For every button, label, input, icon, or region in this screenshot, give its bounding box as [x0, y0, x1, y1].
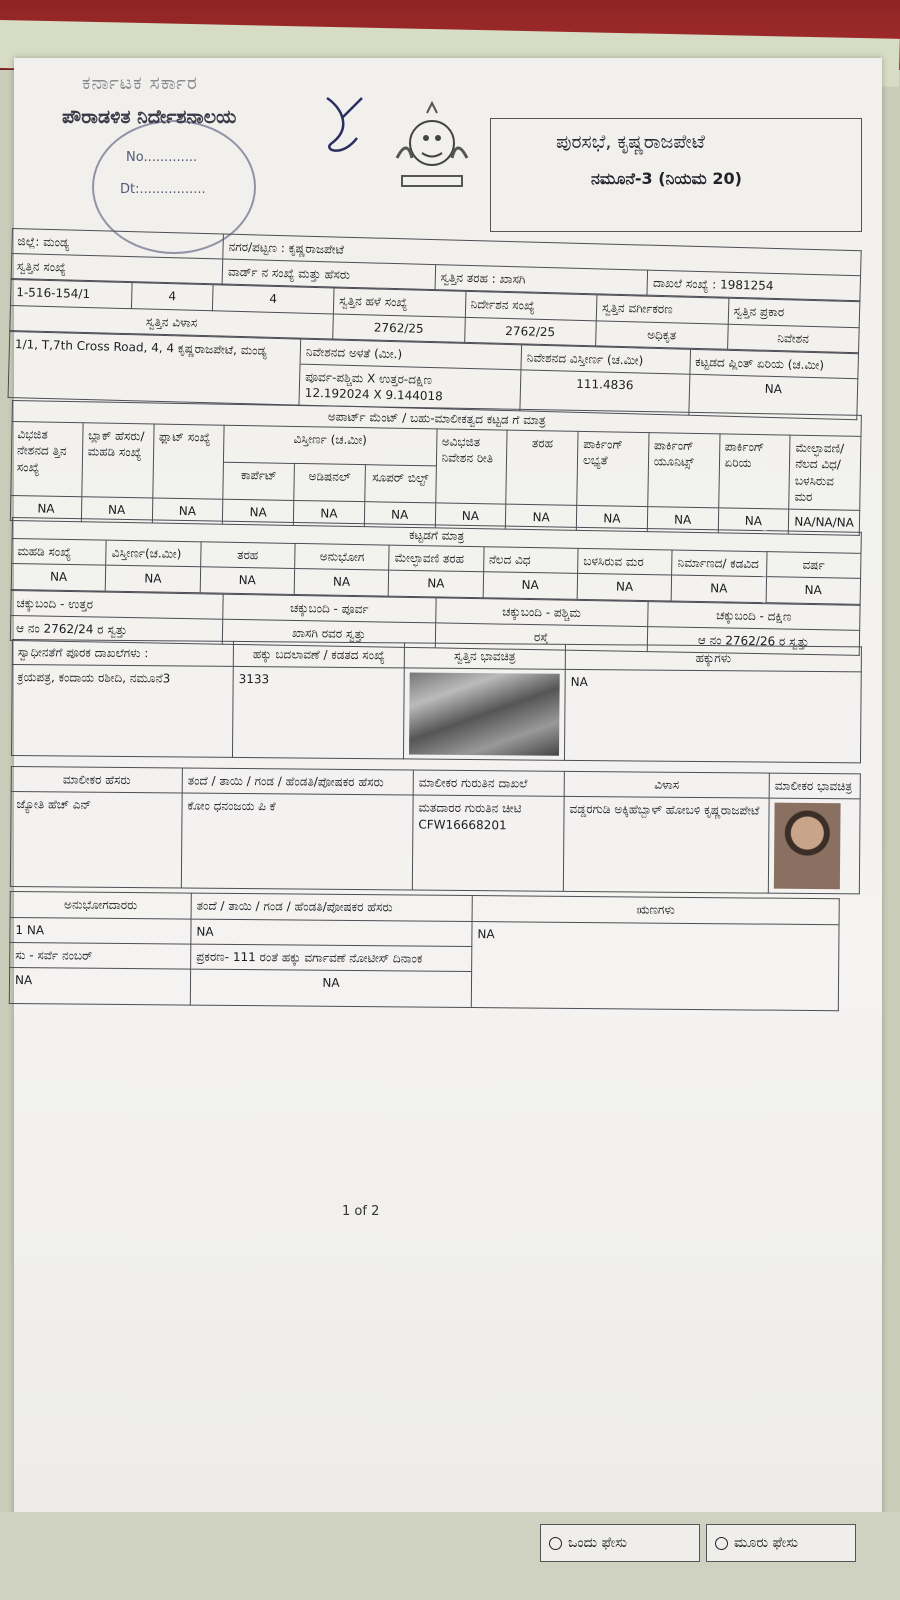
survey-value: NA — [9, 968, 190, 1006]
page-number: 1 of 2 — [342, 1204, 380, 1219]
apt-value-10: NA — [718, 508, 789, 534]
owner-relation-label: ತಂದೆ / ತಾಯಿ / ಗಂಡ / ಹೆಂಡತಿ/ಪೋಷಕರ ಹೆಸರು — [182, 769, 413, 796]
property-details — [8, 228, 862, 421]
owner-id-type: ಮತದಾರರ ಗುರುತಿನ ಚೀಟಿ — [418, 801, 522, 817]
dims-axis: ಪೂರ್ವ-ಪಶ್ಚಿಮ X ಉತ್ತರ-ದಕ್ಷಿಣ — [305, 369, 433, 387]
stamp-date: Dt:................ — [120, 182, 206, 197]
occupant-name-cell — [10, 917, 191, 944]
owner-relation-value: ಕೋಂ ಧನಂಜಯ ಪಿ ಕೆ — [181, 794, 413, 891]
property-no-label: ಸ್ವತ್ತಿನ ಸಂಖ್ಯೆ — [11, 254, 223, 285]
boundary-east-label: ಚಕ್ಕುಬಂದಿ - ಪೂರ್ವ — [223, 594, 436, 623]
address-label: ಸ್ವತ್ತಿನ ವಿಳಾಸ — [10, 305, 334, 339]
rights-label: ಹಕ್ಕುಗಳು — [565, 645, 861, 673]
apt-value-9: NA — [647, 507, 718, 533]
apt-value-6: NA — [435, 503, 506, 529]
occupant-label: ಅನುಭೋಗದಾರರು — [10, 892, 191, 919]
property-type-cell: ಸ್ವತ್ತಿನ ತರಹ : ಖಾಸಗಿ — [435, 265, 648, 296]
option-three-phase-label: ಮೂರು ಫೇಸು — [734, 1535, 799, 1551]
property-no-value: 1-516-154/1 — [10, 280, 132, 308]
option-single-phase-label: ಒಂದು ಫೇಸು — [568, 1535, 628, 1551]
plot-dims-label: ನಿವೇಶನದ ಅಳತೆ (ಮೀ.) — [300, 339, 522, 370]
loans-value: NA — [471, 921, 839, 1011]
apt-header-7: ತರಹ — [506, 431, 578, 506]
classification-value: ಅಧಿಕೃತ — [596, 320, 728, 349]
apt-value-2: NA — [152, 498, 223, 524]
bld-value-1: NA — [106, 566, 201, 593]
plot-dims-cell — [299, 364, 521, 411]
apt-value-7: NA — [506, 504, 577, 530]
apt-header-9: ಪಾರ್ಕಿಂಗ್ ಯೂನಿಟ್ಸ್ — [647, 433, 719, 508]
owner-id-cell — [412, 796, 564, 892]
stamp-no: No............. — [126, 150, 198, 165]
plinth-label: ಕಟ್ಟಡದ ಪ್ಲಿಂತ್ ಏರಿಯ (ಚ.ಮೀ) — [689, 349, 858, 379]
owner-photo — [774, 803, 841, 890]
property-photo — [409, 673, 560, 756]
bld-header-4: ಮೇಲ್ಛಾವಣಿ ತರಹ — [389, 546, 484, 573]
owner-photo-label: ಮಾಲೀಕರ ಭಾವಚಿತ್ರ — [769, 774, 860, 800]
city-cell: ನಗರ/ಪಟ್ಟಣ : ಕೃಷ್ಣರಾಜಪೇಟೆ — [223, 234, 861, 276]
occupant-name: NA — [26, 923, 45, 938]
boundary-north-label: ಚಕ್ಕುಬಂದಿ - ಉತ್ತರ — [11, 590, 224, 619]
assessment-no-value: 2762/25 — [464, 317, 596, 346]
transfer-value: 3133 — [232, 667, 404, 759]
district-cell: ಜಿಲ್ಲೆ: ಮಂಡ್ಯ — [12, 229, 224, 260]
old-no-value: 2762/25 — [333, 314, 465, 343]
apt-header-8: ಪಾರ್ಕಿಂಗ್ ಲಭ್ಯತೆ — [577, 432, 649, 507]
occupant-relation-value: NA — [191, 919, 472, 947]
apt-header-3: ಕಾರ್ಪೆಟ್ — [223, 463, 294, 501]
owner-name-value: ಜ್ಯೋತಿ ಹೆಚ್ ಎನ್ — [10, 792, 182, 888]
owner-address-value: ವಡ್ಡರಗುಡಿ ಅಕ್ಕಿಹೆಬ್ಬಾಳ್ ಹೋಬಳಿ ಕೃಷ್ಣರಾಜಪೇಟೆ — [563, 797, 769, 894]
dims-value: 12.192024 X 9.144018 — [304, 385, 443, 404]
bld-header-6: ಬಳಸಿರುವ ಮರ — [578, 549, 673, 576]
apt-value-0: NA — [10, 496, 81, 522]
bld-value-0: NA — [11, 564, 106, 591]
form-number: ನಮೂನೆ-3 (ನಿಯಮ 20) — [591, 169, 742, 188]
building-title: ಕಟ್ಟಡಗೆ ಮಾತ್ರ — [12, 518, 861, 554]
apartment-title: ಅಪಾರ್ಟ್ ಮೆಂಟ್ / ಬಹು-ಮಾಲೀಕತ್ವದ ಕಟ್ಟಡ ಗೆ ಮಾತ್ರ — [12, 401, 861, 437]
boundary-east-value: ಖಾಸಗಿ ರವರ ಸ್ವತ್ತು — [223, 619, 436, 648]
entry-no-cell: ದಾಖಲೆ ಸಂಖ್ಯೆ : 1981254 — [647, 270, 860, 301]
municipality-block — [490, 118, 862, 232]
owner-id-no: CFW16668201 — [418, 817, 507, 833]
rights-value: NA — [564, 670, 861, 764]
ward-name-value: 4 — [212, 285, 334, 313]
bld-header-0: ಮಹಡಿ ಸಂಖ್ಯೆ — [12, 539, 107, 566]
transfer-label: ಹಕ್ಕು ಬದಲಾವಣೆ / ಕಡತದ ಸಂಖ್ಯೆ — [233, 642, 404, 669]
boundary-south-label: ಚಕ್ಕುಬಂದಿ - ದಕ್ಷಿಣ — [647, 602, 860, 631]
option-single-phase[interactable] — [540, 1524, 700, 1562]
bld-header-2: ತರಹ — [200, 542, 295, 569]
bld-value-4: NA — [388, 571, 483, 598]
bld-header-5: ನೆಲದ ವಿಧ — [483, 547, 578, 574]
kind-value: ನಿವೇಶನ — [727, 324, 859, 353]
option-three-phase[interactable] — [706, 1524, 856, 1562]
directorate-title: ಪೌರಾಡಳಿತ ನಿರ್ದೇಶನಾಲಯ — [62, 106, 237, 128]
notice-value: NA — [190, 969, 471, 1007]
bld-value-7: NA — [671, 576, 766, 603]
owner-id-label: ಮಾಲೀಕರ ಗುರುತಿನ ದಾಖಲೆ — [413, 771, 564, 798]
ward-label: ವಾರ್ಡ್ ನ ಸಂಖ್ಯೆ ಮತ್ತು ಹೆಸರು — [222, 259, 435, 290]
assessment-label: ನಿರ್ದೇಶನ ಸಂಖ್ಯೆ — [465, 292, 597, 321]
apt-header-6: ಅವಿಭಜಿತ ನಿವೇಶನ ರೀತಿ — [435, 429, 507, 504]
form-header — [12, 68, 862, 228]
govt-title: ಕರ್ನಾಟಕ ಸರ್ಕಾರ — [82, 72, 198, 94]
apt-header-0: ವಿಭಜಿತ ನೇಶನದ ತ್ತಿನ ಸಂಖ್ಯೆ — [11, 422, 83, 497]
bld-value-8: NA — [766, 577, 861, 604]
boundary-west-value: ರಸ್ತೆ — [435, 623, 648, 652]
plinth-value: NA — [688, 374, 858, 420]
address-value: 1/1, T,7th Cross Road, 4, 4 ಕೃಷ್ಣರಾಜಪೇಟೆ, ಮಂಡ್ಯ — [8, 331, 301, 405]
docs-value: ಕ್ರಯಪತ್ರ, ಕಂದಾಯ ರಶೀದಿ, ನಮೂನೆ3 — [11, 665, 233, 758]
municipality-name: ಪುರಸಭೆ, ಕೃಷ್ಣರಾಜಪೇಟೆ — [556, 131, 705, 153]
survey-label: ಸು - ಸರ್ವೆ ನಂಬರ್ — [10, 943, 191, 970]
apt-value-1: NA — [81, 497, 152, 523]
apt-value-3: NA — [223, 499, 294, 525]
plot-area-label: ನಿವೇಶನದ ವಿಸ್ತೀರ್ಣ (ಚ.ಮೀ) — [521, 345, 690, 375]
apt-header-2: ಫ್ಲಾಟ್ ಸಂಖ್ಯೆ — [152, 424, 224, 499]
boundary-north-value: ಆ ನಂ 2762/24 ರ ಸ್ವತ್ತು — [10, 616, 223, 645]
form-document — [12, 68, 862, 1004]
apt-header-4: ಅಡಿಷನಲ್ — [294, 464, 365, 502]
apt-header-11: ಮೇಲ್ಛಾವಣಿ/ನೆಲದ ವಿಧ/ಬಳಸಿರುವ ಮರ — [789, 436, 861, 511]
class-label: ಸ್ವತ್ತಿನ ವರ್ಗೀಕರಣ — [596, 295, 728, 324]
apt-header-10: ಪಾರ್ಕಿಂಗ್ ಏರಿಯ — [718, 434, 790, 509]
apt-value-5: NA — [364, 502, 435, 528]
owner-address-label: ವಿಳಾಸ — [564, 772, 769, 799]
state-emblem-icon — [382, 98, 482, 208]
radio-circle-icon — [549, 1537, 562, 1550]
owner-photo-cell — [768, 799, 860, 895]
apt-value-8: NA — [576, 506, 647, 532]
bld-header-7: ನಿರ್ಮಾಣದ/ ಕಡವಿದ — [672, 551, 767, 578]
apt-header-5: ಸೂಪರ್ ಬಿಲ್ಟ್ — [365, 465, 436, 503]
apt-value-11: NA/NA/NA — [789, 509, 860, 535]
occupant-sno: 1 — [15, 922, 24, 938]
bld-value-5: NA — [483, 573, 578, 600]
loans-label: ಋಣಗಳು — [472, 896, 839, 924]
boundary-south-value: ಆ ನಂ 2762/26 ರ ಸ್ವತ್ತು — [647, 627, 860, 656]
owner-name-label: ಮಾಲೀಕರ ಹೆಸರು — [11, 767, 182, 794]
bld-value-3: NA — [294, 569, 389, 596]
apt-header-1: ಬ್ಲಾಕ್ ಹೆಸರು/ ಮಹಡಿ ಸಂಖ್ಯೆ — [82, 423, 154, 498]
property-photo-label: ಸ್ವತ್ತಿನ ಭಾವಚಿತ್ರ — [404, 643, 565, 670]
bld-header-3: ಅನುಭೋಗ — [295, 544, 390, 571]
ownership-section — [9, 639, 862, 1011]
bld-value-6: NA — [577, 574, 672, 601]
occupant-relation-label: ತಂದೆ / ತಾಯಿ / ಗಂಡ / ಹೆಂಡತಿ/ಪೋಷಕರ ಹೆಸರು — [191, 894, 472, 922]
ward-no-value: 4 — [131, 283, 213, 310]
old-no-label: ಸ್ವತ್ತಿನ ಹಳೆ ಸಂಖ್ಯೆ — [333, 288, 465, 317]
bld-value-2: NA — [200, 568, 295, 595]
docs-label: ಸ್ವಾಧೀನತೆಗೆ ಪೂರಕ ದಾಖಲೆಗಳು : — [12, 640, 233, 667]
plot-area-value: 111.4836 — [520, 370, 690, 416]
radio-circle-icon — [715, 1537, 728, 1550]
apt-area-group: ವಿಸ್ತೀರ್ಣ (ಚ.ಮೀ) — [224, 426, 437, 467]
notice-label: ಪ್ರಕರಣ- 111 ರಂತೆ ಹಕ್ಕು ವರ್ಗಾವಣೆ ನೋಟೀಸ್ ದಿನಾಂಕ — [191, 944, 472, 972]
bld-header-8: ವರ್ಷ — [766, 552, 861, 579]
property-photo-cell — [403, 668, 565, 760]
apt-value-4: NA — [293, 501, 364, 527]
boundary-west-label: ಚಕ್ಕುಬಂದಿ - ಪಶ್ಚಿಮ — [435, 598, 648, 627]
kind-label: ಸ್ವತ್ತಿನ ಪ್ರಕಾರ — [728, 299, 860, 328]
apartment-section — [10, 400, 862, 536]
signature-mark — [312, 88, 372, 168]
bld-header-1: ವಿಸ್ತೀರ್ಣ(ಚ.ಮೀ) — [106, 541, 201, 568]
building-section — [10, 517, 862, 656]
